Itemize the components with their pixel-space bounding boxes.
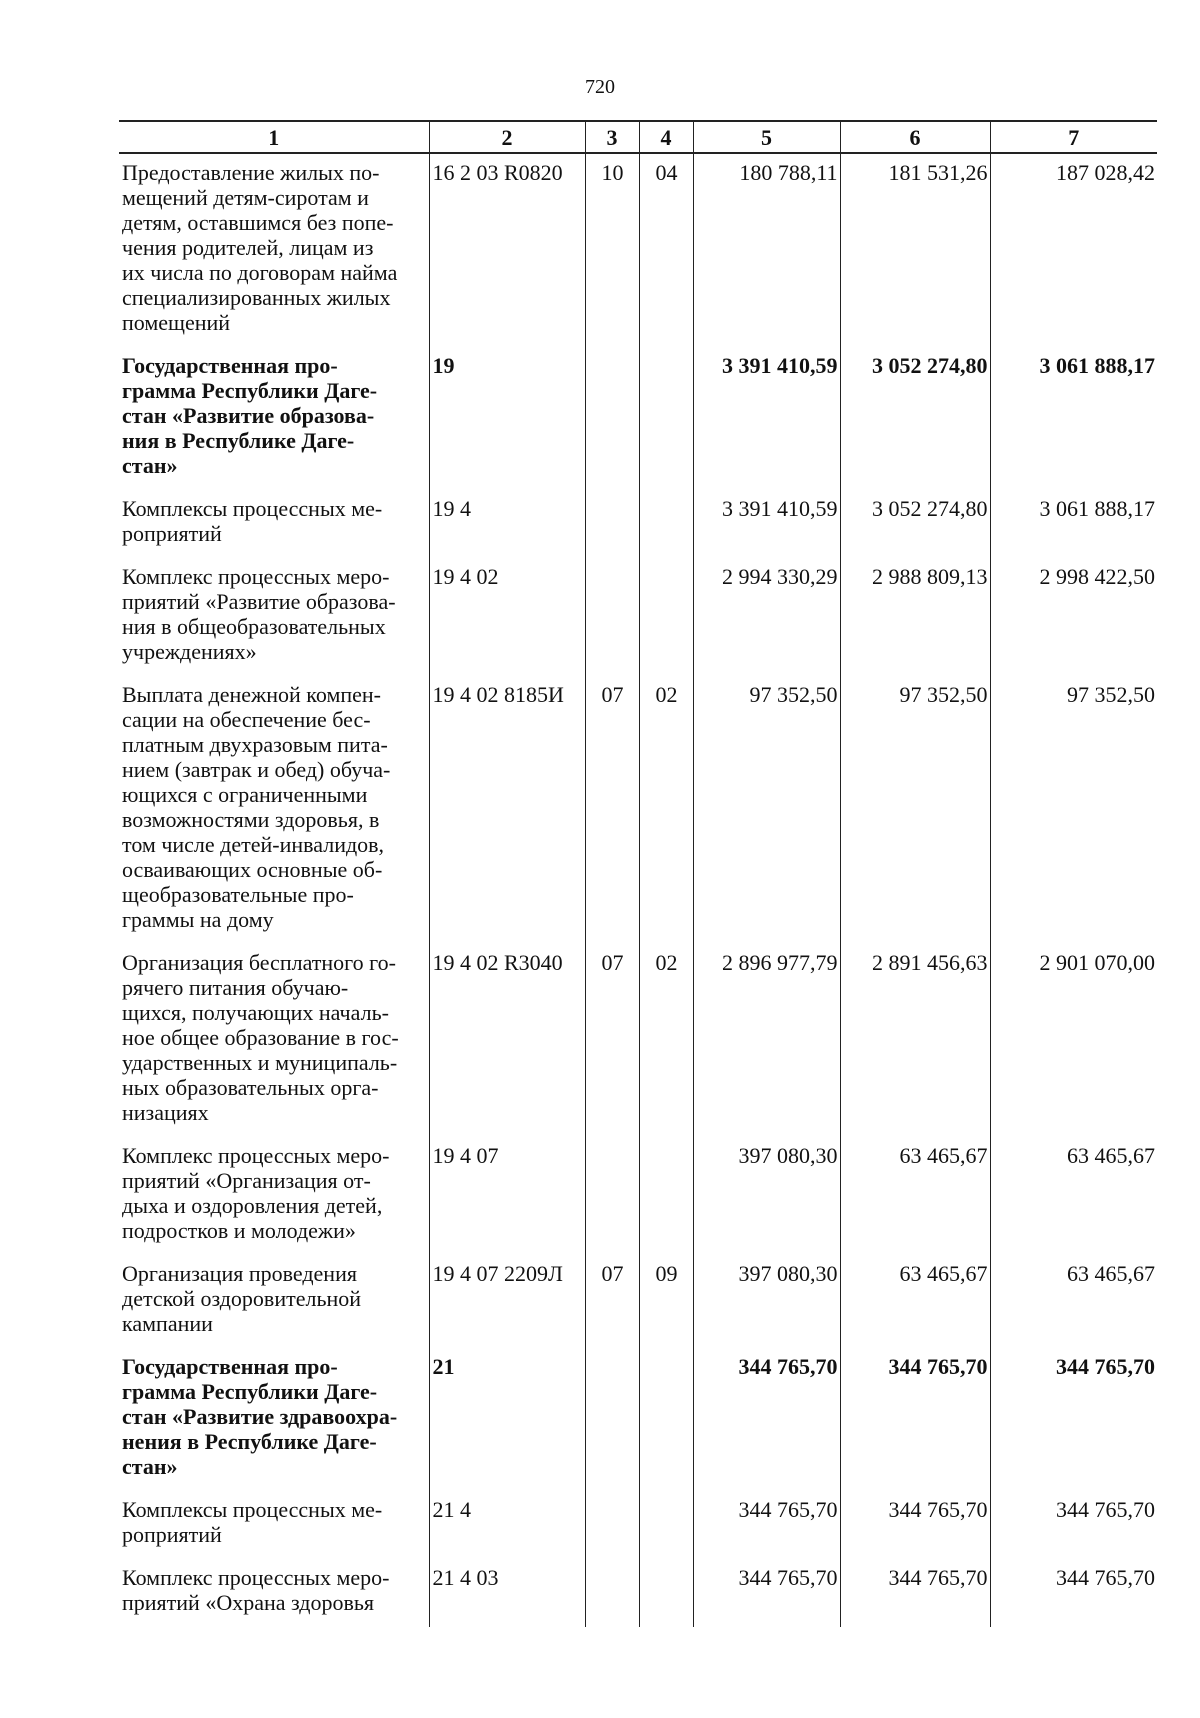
row-code	[429, 490, 585, 558]
row-value-3-line: 2 901 070,00	[1039, 950, 1155, 975]
row-value-3	[990, 676, 1157, 944]
row-value-3-line: 2 998 422,50	[1039, 564, 1155, 589]
table-row	[119, 558, 1157, 676]
row-code	[429, 944, 585, 1137]
row-name	[119, 347, 429, 490]
row-name-line: ющихся с ограниченными	[122, 782, 368, 807]
row-name-line: дыха и оздоровления детей,	[122, 1193, 383, 1218]
row-value-1	[693, 676, 840, 944]
row-name-line: возможностями здоровья, в	[122, 807, 380, 832]
row-name-line: граммы на дому	[122, 907, 274, 932]
table-row	[119, 1348, 1157, 1491]
row-razdel	[585, 1348, 639, 1491]
row-code	[429, 558, 585, 676]
row-code	[429, 1255, 585, 1348]
row-razdel	[585, 676, 639, 944]
row-name-line: низациях	[122, 1100, 209, 1125]
row-podrazdel	[639, 1348, 693, 1491]
row-name-line: рячего питания обучаю-	[122, 975, 349, 1000]
row-razdel	[585, 558, 639, 676]
row-podrazdel	[639, 1137, 693, 1255]
table-row	[119, 490, 1157, 558]
row-name-line: Выплата денежной компен-	[122, 682, 382, 707]
row-value-2-line: 63 465,67	[899, 1261, 988, 1286]
row-value-1	[693, 347, 840, 490]
row-name-line: стан «Развитие здравоохра-	[122, 1404, 398, 1429]
row-podrazdel-line: 02	[655, 682, 678, 707]
row-razdel	[585, 347, 639, 490]
row-value-2-line: 3 052 274,80	[872, 496, 988, 521]
row-podrazdel	[639, 1255, 693, 1348]
row-value-1-line: 3 391 410,59	[722, 496, 838, 521]
row-name-line: Комплекс процессных меро-	[122, 1143, 390, 1168]
row-value-3-line: 63 465,67	[1067, 1261, 1155, 1286]
row-razdel-line: 07	[601, 1261, 624, 1286]
row-value-3-line: 344 765,70	[1056, 1354, 1155, 1379]
table-row	[119, 944, 1157, 1137]
row-code	[429, 676, 585, 944]
row-podrazdel	[639, 676, 693, 944]
row-value-3	[990, 1559, 1157, 1627]
row-value-2	[840, 676, 990, 944]
row-value-1	[693, 944, 840, 1137]
row-name-line: ное общее образование в гос-	[122, 1025, 399, 1050]
row-value-2-line: 344 765,70	[888, 1497, 988, 1522]
row-value-3	[990, 1491, 1157, 1559]
row-value-3-line: 344 765,70	[1056, 1497, 1155, 1522]
row-name-line: приятий «Организация от-	[122, 1168, 371, 1193]
table-row	[119, 153, 1157, 347]
row-name	[119, 1348, 429, 1491]
row-value-3	[990, 944, 1157, 1137]
row-name-line: грамма Республики Даге-	[122, 1379, 378, 1404]
row-code-line: 19 4 07	[432, 1143, 499, 1168]
row-value-2-line: 3 052 274,80	[872, 353, 988, 378]
row-name-line: приятий «Охрана здоровья	[122, 1590, 375, 1615]
row-value-1-line: 397 080,30	[738, 1261, 838, 1286]
row-name-line: Предоставление жилых по-	[122, 160, 380, 185]
row-podrazdel	[639, 347, 693, 490]
row-value-3	[990, 153, 1157, 347]
header-col-2: 2	[429, 121, 585, 153]
row-name-line: щеобразовательные про-	[122, 882, 354, 907]
row-name-line: специализированных жилых	[122, 285, 391, 310]
row-podrazdel-line: 09	[655, 1261, 678, 1286]
row-podrazdel	[639, 944, 693, 1137]
row-name-line: нения в Республике Даге-	[122, 1429, 377, 1454]
header-col-5: 5	[693, 121, 840, 153]
row-name-line: кампании	[122, 1311, 213, 1336]
row-razdel-line: 07	[601, 950, 624, 975]
row-name-line: платным двухразовым пита-	[122, 732, 388, 757]
row-name	[119, 490, 429, 558]
row-name-line: нием (завтрак и обед) обуча-	[122, 757, 391, 782]
row-value-3	[990, 1348, 1157, 1491]
row-name-line: щихся, получающих началь-	[122, 1000, 389, 1025]
row-razdel	[585, 1559, 639, 1627]
row-code-line: 21 4 03	[432, 1565, 499, 1590]
table-row	[119, 347, 1157, 490]
row-value-2	[840, 944, 990, 1137]
row-name	[119, 1137, 429, 1255]
row-value-1	[693, 558, 840, 676]
row-value-1-line: 397 080,30	[738, 1143, 838, 1168]
row-podrazdel	[639, 490, 693, 558]
row-value-1-line: 3 391 410,59	[722, 353, 838, 378]
row-value-2	[840, 1137, 990, 1255]
row-razdel	[585, 1255, 639, 1348]
row-value-3	[990, 490, 1157, 558]
row-value-3-line: 3 061 888,17	[1039, 496, 1155, 521]
row-name-line: приятий «Развитие образова-	[122, 589, 396, 614]
row-value-1-line: 2 896 977,79	[722, 950, 838, 975]
row-name-line: подростков и молодежи»	[122, 1218, 356, 1243]
row-razdel	[585, 944, 639, 1137]
row-value-2	[840, 1255, 990, 1348]
table-row	[119, 1491, 1157, 1559]
row-razdel	[585, 1137, 639, 1255]
header-col-4: 4	[639, 121, 693, 153]
row-podrazdel-line: 04	[655, 160, 678, 185]
row-value-2-line: 181 531,26	[888, 160, 988, 185]
row-name-line: ударственных и муниципаль-	[122, 1050, 398, 1075]
row-name-line: ных образовательных орга-	[122, 1075, 379, 1100]
row-name	[119, 676, 429, 944]
row-value-2-line: 63 465,67	[899, 1143, 988, 1168]
row-code-line: 19 4 02 8185И	[432, 682, 564, 707]
row-value-2	[840, 1491, 990, 1559]
row-code	[429, 1348, 585, 1491]
row-value-1-line: 344 765,70	[738, 1354, 838, 1379]
header-col-1: 1	[119, 121, 429, 153]
row-name-line: детской оздоровительной	[122, 1286, 362, 1311]
row-value-1-line: 2 994 330,29	[722, 564, 838, 589]
row-value-2-line: 97 352,50	[899, 682, 988, 707]
table-row	[119, 1255, 1157, 1348]
row-code-line: 19 4 02 R3040	[432, 950, 563, 975]
row-value-2	[840, 347, 990, 490]
page-number: 720	[585, 76, 615, 98]
row-name-line: учреждениях»	[122, 639, 257, 664]
row-podrazdel	[639, 1491, 693, 1559]
row-name-line: их числа по договорам найма	[122, 260, 398, 285]
table-row	[119, 676, 1157, 944]
row-razdel-line: 10	[601, 160, 624, 185]
row-value-1-line: 180 788,11	[739, 160, 838, 185]
row-name-line: мещений детям-сиротам и	[122, 185, 369, 210]
row-value-1	[693, 1255, 840, 1348]
row-value-3-line: 344 765,70	[1056, 1565, 1155, 1590]
header-col-6: 6	[840, 121, 990, 153]
table-row	[119, 1137, 1157, 1255]
row-code	[429, 153, 585, 347]
row-name-line: роприятий	[122, 521, 222, 546]
row-name-line: роприятий	[122, 1522, 222, 1547]
header-row	[119, 121, 1157, 153]
row-value-1-line: 344 765,70	[738, 1497, 838, 1522]
row-name	[119, 944, 429, 1137]
row-name-line: ния в общеобразовательных	[122, 614, 386, 639]
row-name-line: Государственная про-	[122, 1354, 338, 1379]
row-name	[119, 1491, 429, 1559]
row-name-line: Комплекс процессных меро-	[122, 1565, 390, 1590]
row-name-line: стан «Развитие образова-	[122, 403, 375, 428]
row-value-2	[840, 490, 990, 558]
row-name-line: Организация проведения	[122, 1261, 357, 1286]
row-value-1-line: 97 352,50	[749, 682, 838, 707]
row-value-3-line: 63 465,67	[1067, 1143, 1155, 1168]
row-code-line: 19	[432, 353, 455, 378]
row-value-3-line: 3 061 888,17	[1039, 353, 1155, 378]
row-code-line: 21 4	[432, 1497, 471, 1522]
row-name-line: Комплекс процессных меро-	[122, 564, 390, 589]
row-podrazdel-line: 02	[655, 950, 678, 975]
row-value-1	[693, 1348, 840, 1491]
header-col-3: 3	[585, 121, 639, 153]
row-name	[119, 1559, 429, 1627]
row-name	[119, 1255, 429, 1348]
row-name-line: том числе детей-инвалидов,	[122, 832, 385, 857]
row-value-1	[693, 1491, 840, 1559]
row-code-line: 21	[432, 1354, 455, 1379]
row-name-line: Комплексы процессных ме-	[122, 1497, 383, 1522]
row-value-1	[693, 153, 840, 347]
row-name-line: стан»	[122, 1454, 178, 1479]
row-code	[429, 347, 585, 490]
row-name-line: Организация бесплатного го-	[122, 950, 396, 975]
row-name-line: ния в Республике Даге-	[122, 428, 355, 453]
row-code	[429, 1137, 585, 1255]
row-value-1	[693, 1137, 840, 1255]
row-value-2	[840, 1559, 990, 1627]
row-value-3	[990, 558, 1157, 676]
row-code	[429, 1491, 585, 1559]
row-value-2-line: 344 765,70	[888, 1565, 988, 1590]
row-podrazdel	[639, 153, 693, 347]
row-value-3-line: 97 352,50	[1067, 682, 1155, 707]
row-value-2	[840, 1348, 990, 1491]
row-razdel	[585, 1491, 639, 1559]
row-value-3	[990, 1137, 1157, 1255]
row-value-2-line: 344 765,70	[888, 1354, 988, 1379]
row-value-2-line: 2 891 456,63	[872, 950, 988, 975]
row-podrazdel	[639, 1559, 693, 1627]
row-code-line: 19 4	[432, 496, 471, 521]
row-name	[119, 153, 429, 347]
row-code-line: 19 4 02	[432, 564, 499, 589]
row-value-2-line: 2 988 809,13	[872, 564, 988, 589]
row-code-line: 19 4 07 2209Л	[432, 1261, 563, 1286]
row-name-line: чения родителей, лицам из	[122, 235, 374, 260]
row-code	[429, 1559, 585, 1627]
row-name-line: помещений	[122, 310, 231, 335]
row-value-2	[840, 153, 990, 347]
row-value-3-line: 187 028,42	[1056, 160, 1155, 185]
header-col-7: 7	[990, 121, 1157, 153]
row-name	[119, 558, 429, 676]
row-name-line: осваивающих основные об-	[122, 857, 383, 882]
row-code-line: 16 2 03 R0820	[432, 160, 563, 185]
table-row	[119, 1559, 1157, 1627]
row-name-line: грамма Республики Даге-	[122, 378, 378, 403]
row-value-1	[693, 1559, 840, 1627]
row-razdel	[585, 153, 639, 347]
row-value-3	[990, 347, 1157, 490]
row-razdel-line: 07	[601, 682, 624, 707]
row-name-line: детям, оставшимся без попе-	[122, 210, 394, 235]
row-name-line: стан»	[122, 453, 178, 478]
row-razdel	[585, 490, 639, 558]
row-podrazdel	[639, 558, 693, 676]
budget-table	[119, 120, 1157, 1627]
row-value-1-line: 344 765,70	[738, 1565, 838, 1590]
row-name-line: Государственная про-	[122, 353, 338, 378]
row-value-3	[990, 1255, 1157, 1348]
row-name-line: сации на обеспечение бес-	[122, 707, 371, 732]
row-name-line: Комплексы процессных ме-	[122, 496, 383, 521]
row-value-1	[693, 490, 840, 558]
row-value-2	[840, 558, 990, 676]
